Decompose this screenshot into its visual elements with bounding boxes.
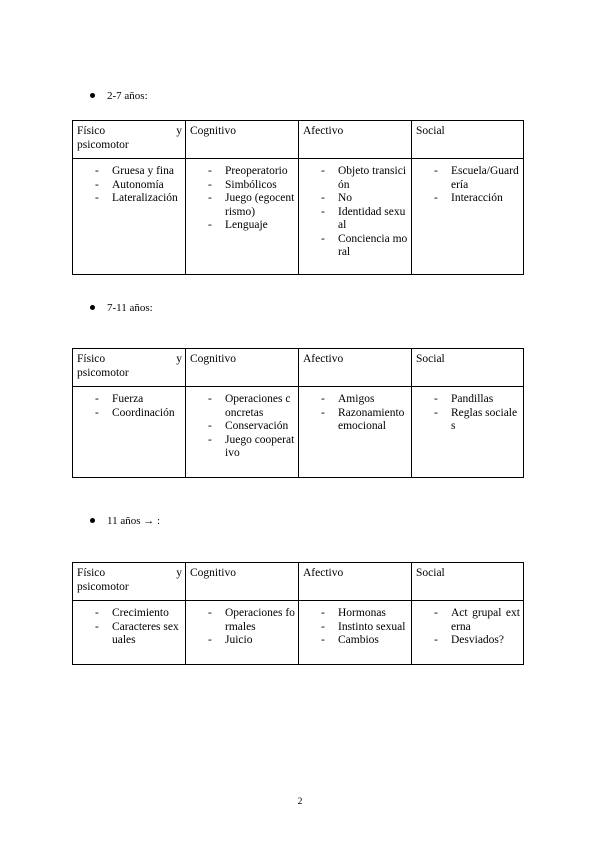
cell-fisico	[73, 601, 186, 665]
table-header-row	[73, 349, 524, 387]
list-item: - No	[321, 192, 408, 206]
header-fisico-line1: Físico y	[77, 125, 182, 137]
table-row	[73, 159, 524, 275]
list-item: - Objeto transición	[321, 165, 408, 192]
list-item: - Caracteres sexuales	[95, 621, 182, 648]
header-fisico	[73, 349, 186, 387]
cell-afectivo	[299, 159, 412, 275]
header-fisico-line2: psicomotor	[77, 580, 129, 593]
header-fisico-line1: Físico y	[77, 567, 182, 579]
cell-afectivo	[299, 387, 412, 478]
list-item: - Crecimiento	[95, 607, 182, 621]
list-item: - Lateralización	[95, 192, 182, 206]
list-item: - Gruesa y fina	[95, 165, 182, 179]
table-header-row	[73, 563, 524, 601]
header-cognitivo: Cognitivo	[186, 349, 299, 387]
header-social: Social	[412, 349, 524, 387]
list-item: - Preoperatorio	[208, 165, 295, 179]
list-item: - Interacción	[434, 192, 520, 206]
list-item: - Coordinación	[95, 407, 182, 421]
table-row	[73, 387, 524, 478]
list-item: - Operaciones concretas	[208, 393, 295, 420]
section-heading	[90, 515, 160, 528]
header-fisico-line2: psicomotor	[77, 138, 129, 151]
list-item: - Cambios	[321, 634, 408, 648]
list-item: - Fuerza	[95, 393, 182, 407]
page-number: 2	[297, 797, 303, 807]
table-row	[73, 601, 524, 665]
list-item: - Amigos	[321, 393, 408, 407]
section-heading	[90, 90, 148, 103]
header-afectivo: Afectivo	[299, 121, 412, 159]
development-table	[72, 348, 524, 478]
header-fisico	[73, 563, 186, 601]
list-item: - Operaciones formales	[208, 607, 295, 634]
list-item: - Instinto sexual	[321, 621, 408, 635]
list-item: - Pandillas	[434, 393, 520, 407]
list-item: - Juicio	[208, 634, 295, 648]
development-table	[72, 562, 524, 665]
bullet-icon	[90, 518, 95, 523]
section-heading-text: 11 años → :	[107, 515, 161, 527]
cell-cognitivo	[186, 601, 299, 665]
section-heading	[90, 302, 153, 315]
list-item: - Escuela/Guardería	[434, 165, 520, 192]
cell-social	[412, 601, 524, 665]
cell-fisico	[73, 387, 186, 478]
development-table	[72, 120, 524, 275]
section-heading-text: 2-7 años:	[107, 90, 148, 102]
bullet-icon	[90, 93, 95, 98]
header-cognitivo: Cognitivo	[186, 121, 299, 159]
list-item: - Identidad sexual	[321, 206, 408, 233]
list-item: - Hormonas	[321, 607, 408, 621]
list-item: - Reglas sociales	[434, 407, 520, 434]
list-item: - Conciencia moral	[321, 233, 408, 260]
bullet-icon	[90, 305, 95, 310]
list-item: - Razonamiento emocional	[321, 407, 408, 434]
list-item: - Desviados?	[434, 634, 520, 648]
header-social: Social	[412, 563, 524, 601]
header-afectivo: Afectivo	[299, 563, 412, 601]
list-item: - Juego (egocentrismo)	[208, 192, 295, 219]
section-heading-text: 7-11 años:	[107, 302, 153, 314]
header-cognitivo: Cognitivo	[186, 563, 299, 601]
list-item: - Conservación	[208, 420, 295, 434]
list-item: - Lenguaje	[208, 219, 295, 233]
list-item: - Simbólicos	[208, 179, 295, 193]
list-item: - Autonomía	[95, 179, 182, 193]
list-item: - Act grupal externa	[434, 607, 520, 634]
cell-social	[412, 387, 524, 478]
header-fisico-line1: Físico y	[77, 353, 182, 365]
cell-cognitivo	[186, 387, 299, 478]
cell-cognitivo	[186, 159, 299, 275]
list-item: - Juego cooperativo	[208, 434, 295, 461]
cell-afectivo	[299, 601, 412, 665]
header-afectivo: Afectivo	[299, 349, 412, 387]
header-fisico-line2: psicomotor	[77, 366, 129, 379]
table-header-row	[73, 121, 524, 159]
cell-fisico	[73, 159, 186, 275]
header-fisico	[73, 121, 186, 159]
cell-social	[412, 159, 524, 275]
header-social: Social	[412, 121, 524, 159]
